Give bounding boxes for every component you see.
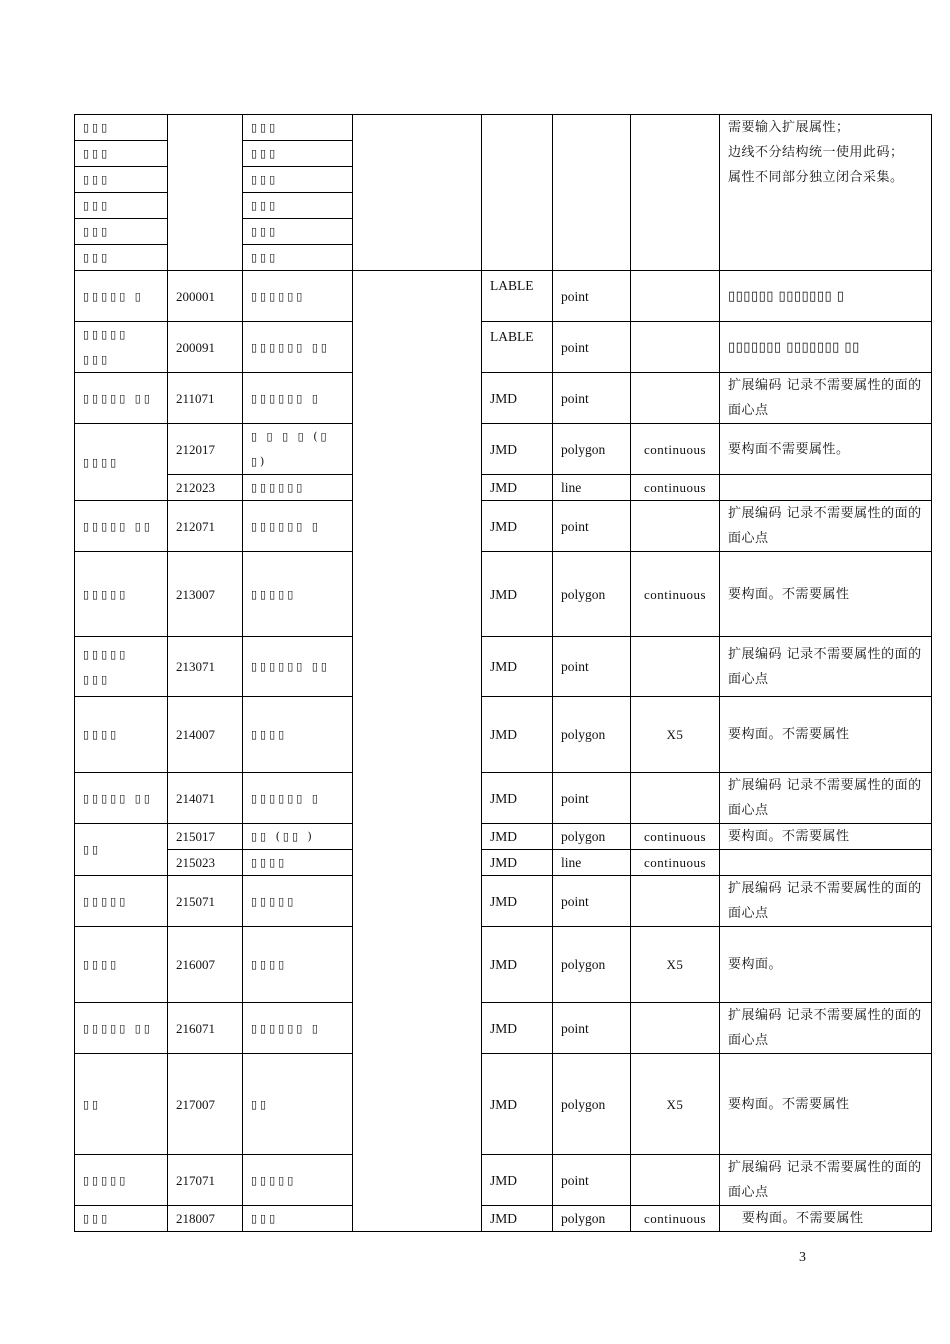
desc-cell: ▯▯▯ <box>243 193 353 219</box>
table-row <box>75 637 932 697</box>
name-cell: ▯▯▯ <box>75 1206 168 1232</box>
note-cell: ▯▯▯▯▯▯ ▯▯▯▯▯▯▯ ▯ <box>720 271 932 322</box>
desc-cell: ▯ ▯ ▯ ▯ (▯ ▯) <box>243 424 353 475</box>
name-cell: ▯▯▯ <box>75 141 168 167</box>
code-cell: 217007 <box>168 1054 243 1155</box>
blank-cell <box>353 115 482 271</box>
code-cell: 200091 <box>168 322 243 373</box>
table-row <box>75 1054 932 1155</box>
linetype-cell <box>631 637 720 697</box>
note-cell: 扩展编码 记录不需要属性的面的面心点 <box>720 876 932 927</box>
name-cell: ▯▯▯▯▯ ▯▯ <box>75 1003 168 1054</box>
layer-cell: JMD <box>482 552 553 637</box>
table-row <box>75 552 932 637</box>
code-cell: 212071 <box>168 501 243 552</box>
linetype-cell: continuous <box>631 824 720 850</box>
table-row <box>75 501 932 552</box>
layer-cell <box>482 115 553 271</box>
geom-cell: point <box>553 1155 631 1206</box>
name-cell: ▯▯▯ <box>75 219 168 245</box>
desc-cell: ▯▯▯▯▯▯ ▯ <box>243 501 353 552</box>
name-cell: ▯▯▯▯▯ ▯▯▯ <box>75 322 168 373</box>
linetype-cell: continuous <box>631 424 720 475</box>
layer-cell: JMD <box>482 501 553 552</box>
code-cell: 217071 <box>168 1155 243 1206</box>
name-cell: ▯▯▯ <box>75 167 168 193</box>
linetype-cell: continuous <box>631 850 720 876</box>
name-cell: ▯▯▯▯ <box>75 424 168 501</box>
name-cell: ▯▯▯▯ <box>75 927 168 1003</box>
feature-code-table <box>74 114 932 1232</box>
desc-cell: ▯▯▯ <box>243 245 353 271</box>
note-cell: 扩展编码 记录不需要属性的面的面心点 <box>720 1155 932 1206</box>
note-cell: 扩展编码 记录不需要属性的面的面心点 <box>720 637 932 697</box>
note-line: 边线不分结构统一使用此码； <box>728 145 904 160</box>
code-cell: 211071 <box>168 373 243 424</box>
desc-cell: ▯▯▯▯ <box>243 927 353 1003</box>
code-cell: 212023 <box>168 475 243 501</box>
note-cell: ▯▯▯▯▯▯▯ ▯▯▯▯▯▯▯ ▯▯ <box>720 322 932 373</box>
geom-cell: point <box>553 637 631 697</box>
layer-cell: JMD <box>482 773 553 824</box>
code-cell: 214071 <box>168 773 243 824</box>
linetype-cell <box>631 773 720 824</box>
geom-cell: polygon <box>553 927 631 1003</box>
desc-cell: ▯▯▯▯ <box>243 697 353 773</box>
geom-cell: point <box>553 373 631 424</box>
page-number: 3 <box>799 1250 806 1265</box>
linetype-cell <box>631 373 720 424</box>
linetype-cell: X5 <box>631 697 720 773</box>
linetype-cell <box>631 1155 720 1206</box>
table-row <box>75 773 932 824</box>
desc-cell: ▯▯▯▯▯▯ ▯▯ <box>243 322 353 373</box>
desc-cell: ▯▯▯▯▯▯ ▯ <box>243 1003 353 1054</box>
table-row <box>75 824 932 850</box>
desc-cell: ▯▯▯ <box>243 167 353 193</box>
note-cell: 要构面。不需要属性 <box>720 1206 932 1232</box>
linetype-cell <box>631 1003 720 1054</box>
note-cell: 要构面。不需要属性 <box>720 552 932 637</box>
table-row <box>75 1206 932 1232</box>
note-cell: 要构面不需要属性。 <box>720 424 932 475</box>
name-cell: ▯▯▯ <box>75 245 168 271</box>
note-cell <box>720 115 932 271</box>
table-row <box>75 876 932 927</box>
desc-cell: ▯▯▯▯▯▯ ▯ <box>243 773 353 824</box>
layer-cell: JMD <box>482 637 553 697</box>
table-row <box>75 1003 932 1054</box>
name-cell: ▯▯▯▯▯ ▯▯ <box>75 501 168 552</box>
code-cell: 212017 <box>168 424 243 475</box>
table-row <box>75 322 932 373</box>
table-row <box>75 1155 932 1206</box>
table-row <box>75 475 932 501</box>
name-cell: ▯▯ <box>75 1054 168 1155</box>
desc-cell: ▯▯ <box>243 1054 353 1155</box>
code-cell <box>168 115 243 271</box>
code-cell: 213071 <box>168 637 243 697</box>
layer-cell: JMD <box>482 475 553 501</box>
layer-cell: JMD <box>482 927 553 1003</box>
note-cell: 要构面。不需要属性 <box>720 824 932 850</box>
note-cell: 要构面。不需要属性 <box>720 1054 932 1155</box>
code-cell: 213007 <box>168 552 243 637</box>
code-cell: 216007 <box>168 927 243 1003</box>
note-cell: 扩展编码 记录不需要属性的面的面心点 <box>720 1003 932 1054</box>
note-line: 属性不同部分独立闭合采集。 <box>728 170 904 185</box>
name-cell: ▯▯▯ <box>75 115 168 141</box>
desc-cell: ▯▯▯▯▯▯ ▯▯ <box>243 637 353 697</box>
note-cell: 要构面。不需要属性 <box>720 697 932 773</box>
name-cell: ▯▯▯▯▯ ▯▯▯ <box>75 637 168 697</box>
blank-cell <box>353 271 482 1232</box>
code-cell: 218007 <box>168 1206 243 1232</box>
name-cell: ▯▯▯▯ <box>75 697 168 773</box>
geom-cell: point <box>553 1003 631 1054</box>
layer-cell: JMD <box>482 1054 553 1155</box>
layer-cell: JMD <box>482 850 553 876</box>
note-cell: 要构面。 <box>720 927 932 1003</box>
name-cell: ▯▯▯▯▯ ▯ <box>75 271 168 322</box>
linetype-cell: continuous <box>631 552 720 637</box>
layer-cell: JMD <box>482 424 553 475</box>
desc-cell: ▯▯▯ <box>243 219 353 245</box>
code-cell: 215023 <box>168 850 243 876</box>
linetype-cell <box>631 501 720 552</box>
name-cell: ▯▯▯▯▯ <box>75 552 168 637</box>
geom-cell: polygon <box>553 424 631 475</box>
desc-cell: ▯▯▯▯▯ <box>243 552 353 637</box>
table-row <box>75 697 932 773</box>
name-cell: ▯▯▯ <box>75 193 168 219</box>
geom-cell: point <box>553 773 631 824</box>
linetype-cell <box>631 271 720 322</box>
geom-cell: polygon <box>553 552 631 637</box>
linetype-cell <box>631 115 720 271</box>
desc-cell: ▯▯▯▯ <box>243 850 353 876</box>
linetype-cell: X5 <box>631 927 720 1003</box>
linetype-cell: X5 <box>631 1054 720 1155</box>
desc-cell: ▯▯▯▯▯▯ <box>243 475 353 501</box>
note-cell: 扩展编码 记录不需要属性的面的面心点 <box>720 501 932 552</box>
layer-cell: LABLE <box>482 271 553 322</box>
name-cell: ▯▯▯▯▯ ▯▯ <box>75 773 168 824</box>
name-cell: ▯▯▯▯▯ <box>75 1155 168 1206</box>
note-cell: 扩展编码 记录不需要属性的面的面心点 <box>720 773 932 824</box>
desc-cell: ▯▯▯ <box>243 141 353 167</box>
geom-cell: point <box>553 501 631 552</box>
linetype-cell: continuous <box>631 1206 720 1232</box>
geom-cell: polygon <box>553 1054 631 1155</box>
code-cell: 216071 <box>168 1003 243 1054</box>
geom-cell <box>553 115 631 271</box>
desc-cell: ▯▯▯ <box>243 1206 353 1232</box>
table-row <box>75 115 932 141</box>
linetype-cell <box>631 322 720 373</box>
desc-cell: ▯▯ (▯▯ ) <box>243 824 353 850</box>
desc-cell: ▯▯▯▯▯ <box>243 876 353 927</box>
table-row <box>75 850 932 876</box>
layer-cell: JMD <box>482 697 553 773</box>
desc-cell: ▯▯▯▯▯▯ ▯ <box>243 373 353 424</box>
geom-cell: polygon <box>553 1206 631 1232</box>
layer-cell: JMD <box>482 1003 553 1054</box>
name-cell: ▯▯▯▯▯ <box>75 876 168 927</box>
geom-cell: point <box>553 876 631 927</box>
geom-cell: point <box>553 322 631 373</box>
note-cell <box>720 850 932 876</box>
table-row <box>75 927 932 1003</box>
note-cell <box>720 475 932 501</box>
note-line: 需要输入扩展属性； <box>728 120 850 135</box>
geom-cell: polygon <box>553 697 631 773</box>
geom-cell: line <box>553 850 631 876</box>
geom-cell: line <box>553 475 631 501</box>
geom-cell: polygon <box>553 824 631 850</box>
layer-cell: JMD <box>482 876 553 927</box>
geom-cell: point <box>553 271 631 322</box>
name-cell: ▯▯▯▯▯ ▯▯ <box>75 373 168 424</box>
layer-cell: JMD <box>482 824 553 850</box>
layer-cell: JMD <box>482 1155 553 1206</box>
linetype-cell: continuous <box>631 475 720 501</box>
code-cell: 200001 <box>168 271 243 322</box>
table-row <box>75 424 932 475</box>
name-cell: ▯▯ <box>75 824 168 876</box>
code-cell: 215017 <box>168 824 243 850</box>
note-cell: 扩展编码 记录不需要属性的面的面心点 <box>720 373 932 424</box>
desc-cell: ▯▯▯ <box>243 115 353 141</box>
desc-cell: ▯▯▯▯▯▯ <box>243 271 353 322</box>
code-cell: 215071 <box>168 876 243 927</box>
table-row <box>75 271 932 322</box>
layer-cell: LABLE <box>482 322 553 373</box>
layer-cell: JMD <box>482 373 553 424</box>
desc-cell: ▯▯▯▯▯ <box>243 1155 353 1206</box>
linetype-cell <box>631 876 720 927</box>
code-cell: 214007 <box>168 697 243 773</box>
layer-cell: JMD <box>482 1206 553 1232</box>
table-row <box>75 373 932 424</box>
